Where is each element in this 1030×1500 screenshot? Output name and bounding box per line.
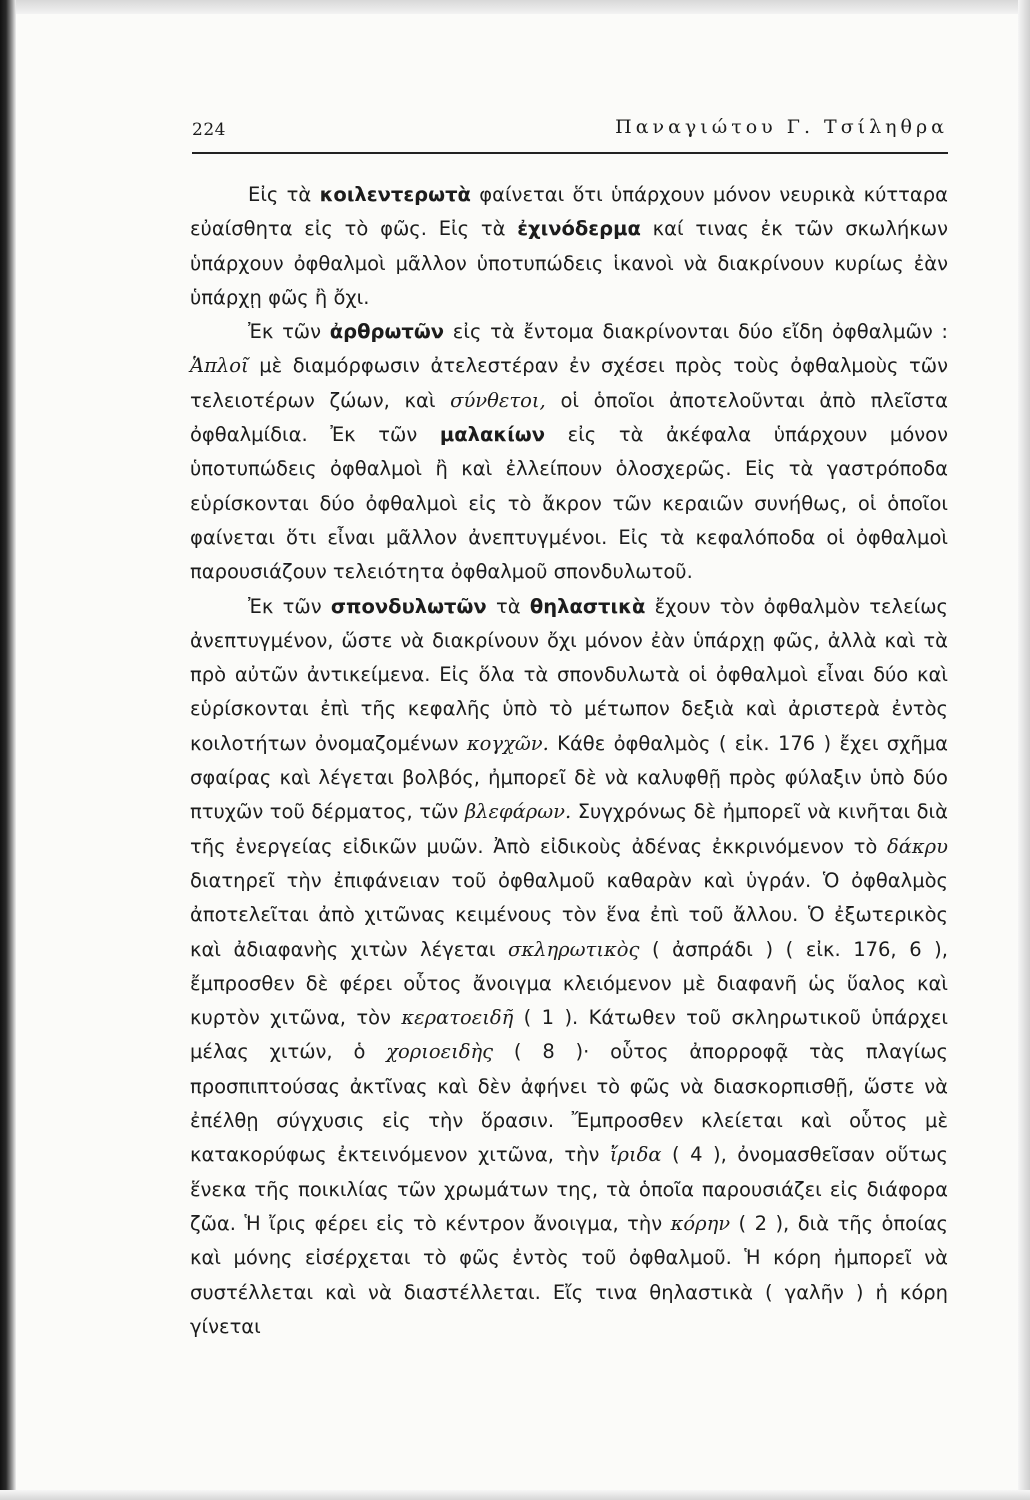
italic-term: Ἁπλοῖ (190, 354, 249, 378)
binding-shadow (0, 0, 16, 1500)
page-edge-top (0, 0, 1030, 14)
text-run: Κάθε ὀφθαλμὸς ( εἰκ. 176 ) ἔχει σχῆμα σφαίρας καὶ λέγεται βολβός, ἠμπορεῖ δὲ νὰ καλυφθῇ πρὸς φύλαξιν ὑπὸ δύο πτυχῶν τοῦ δέρματος, τῶν (190, 731, 948, 824)
page-edge-bottom (0, 1490, 1030, 1500)
bold-term: μαλακίων (439, 423, 546, 447)
text-run: Ἐκ τῶν (248, 594, 331, 618)
paragraph (190, 315, 948, 589)
italic-term: κερατοειδῆ (401, 1006, 514, 1030)
paragraph (190, 178, 948, 315)
italic-term: βλεφάρων. (464, 800, 572, 824)
body-text (190, 178, 948, 1344)
text-run: φαίνεται ὅτι ὑπάρχουν μόνον νευρικὰ κύτταρα εὐαίσθητα εἰς τὸ φῶς. Εἰς τὰ (190, 183, 948, 241)
bold-term: κοιλεντερωτὰ (319, 183, 471, 206)
text-run: εἰς τὰ ἀκέφαλα ὑπάρχουν μόνον ὑποτυπώδεις ὀφθαλμοὶ ἢ καὶ ἐλλείπουν ὁλοσχερῶς. Εἰς τὰ γαστρόποδα εὑρίσκονται δύο ὀφθαλμοὶ εἰς τὸ ἄκρον τῶν κεραιῶν συνήθως, οἱ ὁποῖοι φαίνεται ὅτι εἶναι μᾶλλον ἀνεπτυγμένοι. Εἰς τὰ κεφαλόποδα οἱ ὀφθαλμοὶ παρουσιάζουν τελειότητα ὀφθαλμοῦ σπονδυλωτοῦ. (190, 423, 948, 584)
text-run: ( 2 ), διὰ τῆς ὁποίας καὶ μόνης εἰσέρχεται τὸ φῶς ἐντὸς τοῦ ὀφθαλμοῦ. Ἡ κόρη ἠμπορεῖ νὰ συστέλλεται καὶ νὰ διαστέλλεται. Εἴς τινα θηλαστικὰ ( γαλῆν ) ἡ κόρη γίνεται (190, 1211, 948, 1338)
italic-term: κόρην (670, 1211, 731, 1235)
page-number: 224 (192, 120, 226, 140)
bold-term: θηλαστικὰ (529, 594, 646, 618)
italic-term: κογχῶν. (466, 731, 549, 755)
running-head: Παναγιώτου Γ. Τσίληθρα (615, 116, 948, 138)
italic-term: χοριοειδὴς (386, 1040, 494, 1064)
italic-term: δάκρυ (886, 834, 948, 858)
text-run: τὰ (486, 594, 530, 618)
text-run: Ἐκ τῶν (248, 320, 330, 344)
text-run: ἔχουν τὸν ὀφθαλμὸν τελείως ἀνεπτυγμένον, ὥστε νὰ διακρίνουν ὄχι μόνον ἐὰν ὑπάρχῃ φῶς, ἀλλὰ καὶ τὰ πρὸ αὐτῶν ἀντικείμενα. Εἰς ὅλα τὰ σπονδυλωτὰ οἱ ὀφθαλμοὶ εἶναι δύο καὶ εὑρίσκονται ἐπὶ τῆς κεφαλῆς ὑπὸ τὸ μέτωπον δεξιὰ καὶ ἀριστερὰ ἐντὸς κοιλοτήτων ὀνομαζομένων (190, 594, 948, 755)
text-run: ( 8 )· οὗτος ἀπορροφᾷ τὰς πλαγίως προσπιπτούσας ἀκτῖνας καὶ δὲν ἀφήνει τὸ φῶς νὰ διασκορπισθῇ, ὥστε νὰ ἐπέλθῃ σύγχυσις εἰς τὴν ὅρασιν. Ἔμπροσθεν κλείεται καὶ οὗτος μὲ κατακορύφως ἐκτεινόμενον χιτῶνα, τὴν (190, 1040, 948, 1167)
paragraph (190, 590, 948, 1345)
bold-term: ἐχινόδερμα (517, 217, 641, 241)
italic-term: ἴριδα (609, 1143, 662, 1167)
bold-term: σπονδυλωτῶν (330, 594, 487, 618)
text-run: ( 4 ), ὀνομασθεῖσαν οὕτως ἕνεκα τῆς ποικιλίας τῶν χρωμάτων της, τὰ ὁποῖα παρουσιάζει εἰς διάφορα ζῶα. Ἡ ἴρις φέρει εἰς τὸ κέντρον ἄνοιγμα, τὴν (190, 1143, 948, 1235)
italic-term: σκληρωτικὸς (508, 937, 640, 961)
page-edge-right (1018, 0, 1030, 1500)
text-run: ( ἀσπράδι ) ( εἰκ. 176, 6 ), ἔμπροσθεν δὲ φέρει οὗτος ἄνοιγμα κλειόμενον μὲ διαφανῆ ὡς ὕαλος καὶ κυρτὸν χιτῶνα, τὸν (190, 937, 948, 1030)
header-rule (192, 152, 948, 154)
text-run: Συγχρόνως δὲ ἠμπορεῖ νὰ κινῆται διὰ τῆς ἐνεργείας εἰδικῶν μυῶν. Ἀπὸ εἰδικοὺς ἀδένας ἐκκρινόμενον τὸ (190, 800, 948, 858)
text-run: μὲ διαμόρφωσιν ἀτελεστέραν ἐν σχέσει πρὸς τοὺς ὀφθαλμοὺς τῶν τελειοτέρων ζώων, καὶ (190, 354, 948, 412)
text-run: καί τινας ἐκ τῶν σκωλήκων ὑπάρχουν ὀφθαλμοὶ μᾶλλον ὑποτυπώδεις ἱκανοὶ νὰ διακρίνουν κυρίως ἐὰν ὑπάρχῃ φῶς ἢ ὄχι. (190, 217, 948, 309)
text-run: οἱ ὁποῖοι ἀποτελοῦνται ἀπὸ πλεῖστα ὀφθαλμίδια. Ἐκ τῶν (190, 388, 948, 447)
text-run: διατηρεῖ τὴν ἐπιφάνειαν τοῦ ὀφθαλμοῦ καθαρὰν καὶ ὑγράν. Ὁ ὀφθαλμὸς ἀποτελεῖται ἀπὸ χιτῶνας κειμένους τὸν ἕνα ἐπὶ τοῦ ἄλλου. Ὁ ἐξωτερικὸς καὶ ἀδιαφανὴς χιτὼν λέγεται (190, 868, 948, 961)
bold-term: ἀρθρωτῶν (329, 320, 445, 344)
italic-term: σύνθετοι, (450, 388, 546, 412)
page-header (192, 112, 948, 154)
text-run: ( 1 ). Κάτωθεν τοῦ σκληρωτικοῦ ὑπάρχει μέλας χιτών, ὁ (190, 1006, 948, 1064)
text-run: εἰς τὰ ἔντομα διακρίνονται δύο εἴδη ὀφθαλμῶν : (444, 320, 948, 344)
text-run: Εἰς τὰ (248, 183, 320, 206)
